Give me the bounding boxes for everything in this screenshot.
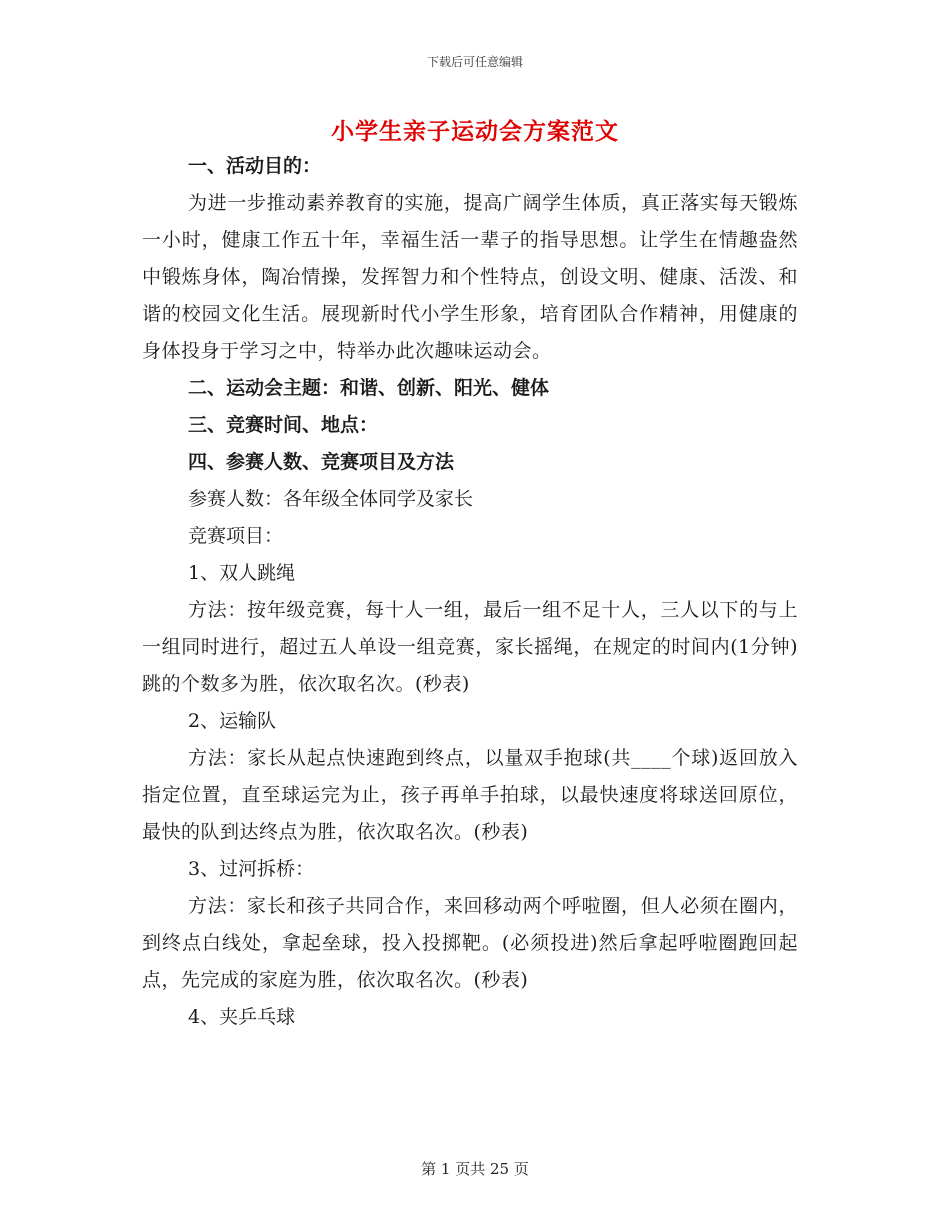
section-heading-purpose: 一、活动目的： <box>188 155 322 177</box>
document-title: 小学生亲子运动会方案范文 <box>331 118 619 145</box>
purpose-paragraph: 为进一步推动素养教育的实施，提高广阔学生体质，真正落实每天锻炼一小时，健康工作五十年，幸福生活一辈子的指导思想。让学生在情趣盎然中锻炼身体，陶冶情操，发挥智力和个性特点，创设文明、健康、活泼、和谐的校园文化生活。展现新时代小学生形象，培育团队合作精神，用健康的身体投身于学习之中，特举办此次趣味运动会。 <box>142 192 798 362</box>
section-heading-theme: 二、运动会主题：和谐、创新、阳光、健体 <box>188 377 550 399</box>
event-name: 4、夹乒乓球 <box>188 1006 296 1028</box>
header-note: 下载后可任意编辑 <box>426 55 523 69</box>
event-method: 方法：按年级竞赛，每十人一组，最后一组不足十人，三人以下的与上一组同时进行，超过五人单设一组竞赛，家长摇绳，在规定的时间内(1分钟)跳的个数多为胜，依次取名次。(秒表) <box>142 599 798 695</box>
page-footer: 第 1 页共 25 页 <box>421 1160 529 1178</box>
event-name: 2、运输队 <box>188 710 277 732</box>
events-label: 竞赛项目： <box>188 525 284 547</box>
event-method: 方法：家长和孩子共同合作，来回移动两个呼啦圈，但人必须在圈内，到终点白线处，拿起垒球，投入投掷靶。(必须投进)然后拿起呼啦圈跑回起点，先完成的家庭为胜，依次取名次。(秒表) <box>142 895 798 991</box>
event-name: 3、过河拆桥： <box>188 858 315 880</box>
participants-line: 参赛人数：各年级全体同学及家长 <box>188 488 474 510</box>
event-method: 方法：家长从起点快速跑到终点，以量双手抱球(共____个球)返回放入指定位置，直至球运完为止，孩子再单手拍球，以最快速度将球送回原位，最快的队到达终点为胜，依次取名次。(秒表) <box>142 747 798 843</box>
section-heading-events: 四、参赛人数、竞赛项目及方法 <box>188 451 455 473</box>
event-name: 1、双人跳绳 <box>188 562 296 584</box>
section-heading-time-place: 三、竞赛时间、地点： <box>188 414 379 436</box>
document-body <box>142 148 798 1036</box>
